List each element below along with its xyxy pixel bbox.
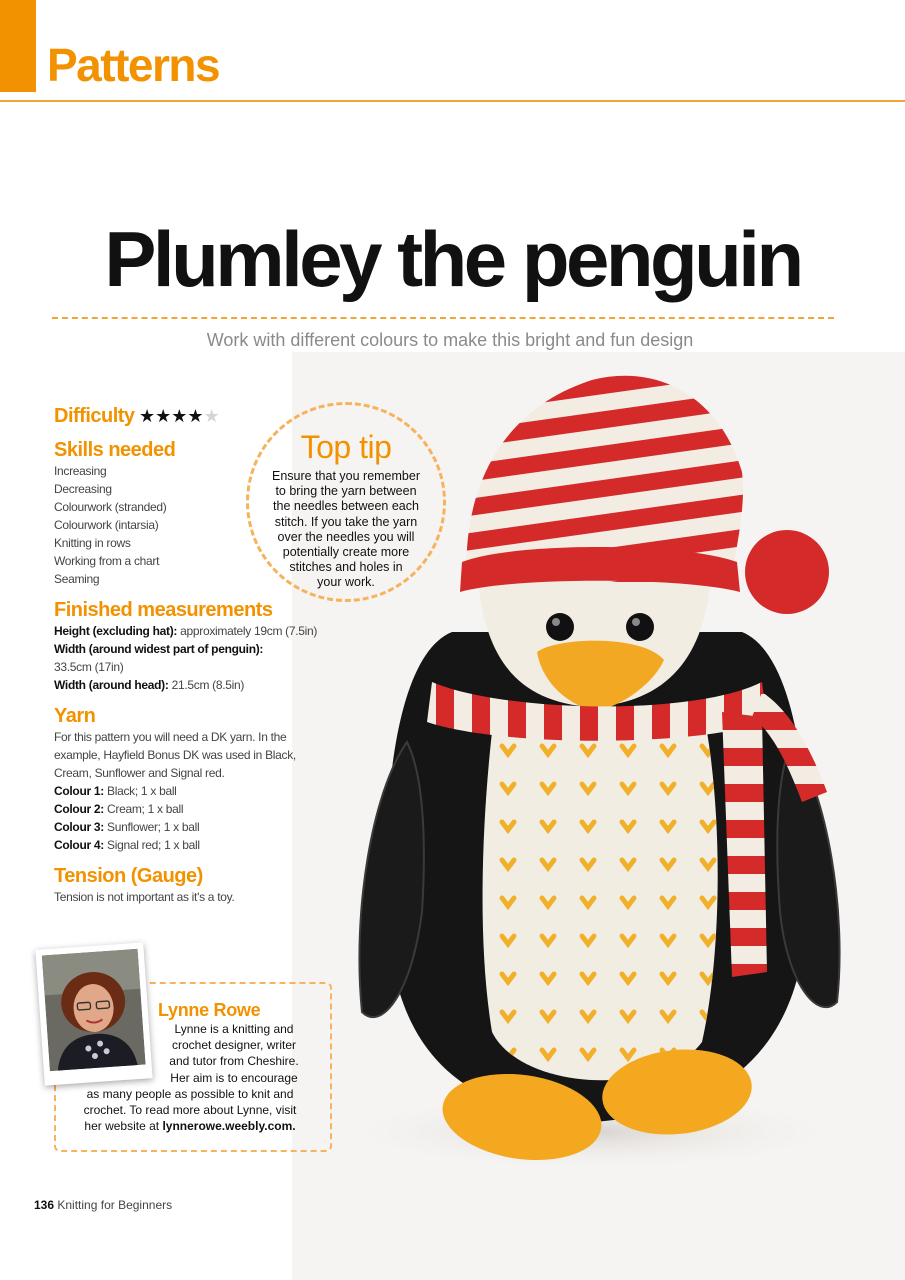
page-number: 136 [34, 1198, 55, 1212]
yarn-heading: Yarn [54, 705, 96, 727]
standfirst-line-1: Work with different colours to make this bright and fun design [206, 330, 694, 350]
measurement-width-value: 33.5cm (17in) [54, 660, 124, 674]
skill-item: Decreasing [54, 482, 112, 496]
difficulty-heading: Difficulty [54, 405, 135, 427]
yarn-colour: Colour 1: Black; 1 x ball [54, 784, 177, 798]
yarn-colour: Colour 3: Sunflower; 1 x ball [54, 820, 200, 834]
difficulty-stars-filled: ★★★★ [139, 406, 204, 426]
page-footer [34, 1198, 172, 1212]
yarn-intro-2: example, Hayfield Bonus DK was used in Black, [54, 748, 296, 762]
measurement-head-label: Width (around head): [54, 678, 169, 692]
title-divider [52, 317, 834, 319]
skill-item: Increasing [54, 464, 107, 478]
publication-name: Knitting for Beginners [57, 1198, 173, 1212]
tension-heading: Tension (Gauge) [54, 865, 203, 887]
skill-item: Colourwork (intarsia) [54, 518, 159, 532]
measurement-height [54, 622, 324, 640]
measurement-head-value: 21.5cm (8.5in) [171, 678, 245, 692]
yarn-colour: Colour 4: Signal red; 1 x ball [54, 838, 200, 852]
section-title: Patterns [47, 39, 220, 91]
skill-item: Colourwork (stranded) [54, 500, 167, 514]
difficulty-stars-empty: ★ [203, 406, 220, 426]
measurement-height-label: Height (excluding hat): [54, 624, 178, 638]
top-tip-text: Ensure that you remember to bring the yarn between the needles between each stitch. If you take the yarn over the needles you will potentially create more stitches and holes in your work. [272, 469, 420, 590]
yarn-intro-1: For this pattern you will need a DK yarn. In the [54, 730, 287, 744]
measurements-heading: Finished measurements [54, 599, 273, 621]
tension-text: Tension is not important as it's a toy. [54, 890, 235, 904]
measurement-height-value: approximately 19cm (7.5in) [180, 624, 318, 638]
measurement-width-label: Width (around widest part of penguin): [54, 642, 264, 656]
skills-heading: Skills needed [54, 439, 176, 461]
designer-bio-text: Lynne is a knitting and crochet designer, writer and tutor from Cheshire. Her aim is to encourage as many people as possible to knit and crochet. To read more about Lynne, visit her website at lynnerowe.weebly.com. [83, 1022, 299, 1134]
difficulty-rating [139, 406, 220, 426]
skill-item: Seaming [54, 572, 100, 586]
designer-website-link[interactable]: lynnerowe.weebly.com. [162, 1119, 296, 1134]
yarn-intro-3: Cream, Sunflower and Signal red. [54, 766, 225, 780]
header-rule [0, 100, 905, 102]
top-tip-title: Top tip [300, 429, 392, 465]
top-tip-callout [246, 402, 446, 602]
skill-item: Knitting in rows [54, 536, 131, 550]
section-color-bar [0, 0, 36, 92]
designer-name: Lynne Rowe [158, 1000, 261, 1020]
page-title: Plumley the penguin [104, 215, 801, 303]
measurement-head [54, 676, 324, 694]
yarn-colour: Colour 2: Cream; 1 x ball [54, 802, 184, 816]
skill-item: Working from a chart [54, 554, 160, 568]
